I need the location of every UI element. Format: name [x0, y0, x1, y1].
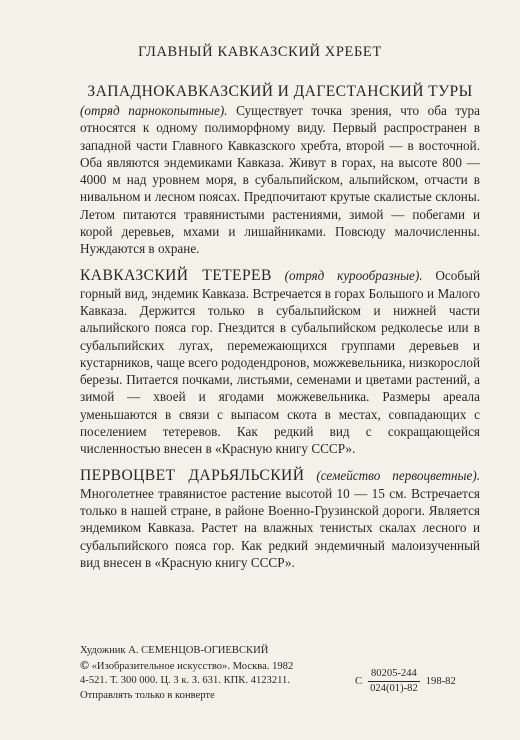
section-text: Особый горный вид, эндемик Кавказа. Встречается в горах Большого и Малого Кавказа. Держится только в субальпийском и нижней части альпийского пояса гор. Гнездится в субальпийском редколесье или в субальпийских лугах, перемежающихся группами деревьев и кустарников, чаще всего рододендронов, можжевельника, низкорослой березы. Питается почками, листьями, семенами и цветами растений, а зимой — хвоей и ягодами можжевельника. Размеры ареала уменьшаются в связи с выпасом скота в местах, совпадающих с поселением тетеревов. Как редкий вид с сокращающейся численностью внесен в «Красную книгу СССР».	[80, 267, 481, 457]
publisher-name: «Изобразительное искусство». Москва. 1982	[91, 661, 294, 673]
section-note: (отряд парнокопытные).	[80, 103, 228, 118]
section-note: (семейство первоцветные).	[316, 467, 481, 483]
section-body	[80, 466, 480, 571]
main-content	[80, 82, 480, 579]
code-denominator: 024(01)-82	[370, 683, 418, 694]
section-pervotsvet	[80, 466, 480, 571]
section-body	[80, 266, 480, 458]
section-note: (отряд курообразные).	[284, 267, 423, 283]
catalog-code	[355, 667, 456, 696]
section-heading: КАВКАЗСКИЙ ТЕТЕРЕВ	[80, 266, 272, 284]
code-suffix: 198-82	[425, 675, 456, 687]
mailing-note: Отправлять только в конверте	[80, 689, 215, 701]
section-heading: ПЕРВОЦВЕТ ДАРЬЯЛЬСКИЙ	[80, 466, 305, 484]
section-body	[80, 102, 480, 258]
copyright-icon: ©	[80, 658, 89, 673]
section-text: Многолетнее травянистое растение высотой 10 — 15 см. Встречается только в нашей стране, в районе Военно-Грузинской дороги. Является эндемиком Кавказа. Растет на влажных тенистых скалах лесного и субальпийского пояса гор. Как редкий эндемичный малоизученный вид внесен в «Красную книгу СССР».	[80, 485, 480, 570]
artist-credit: Художник А. СЕМЕНЦОВ-ОГИЕВСКИЙ	[80, 645, 269, 656]
code-prefix: С	[355, 675, 363, 687]
code-numerator: 80205-244	[368, 667, 420, 682]
page-title: ГЛАВНЫЙ КАВКАЗСКИЙ ХРЕБЕТ	[138, 44, 382, 60]
code-fraction	[368, 667, 420, 696]
section-heading: ЗАПАДНОКАВКАЗСКИЙ И ДАГЕСТАНСКИЙ ТУРЫ	[87, 83, 473, 100]
print-info: 4-521. Т. 300 000. Ц. 3 к. З. 631. КПК. 4123211.	[80, 675, 290, 687]
section-tury	[80, 82, 480, 258]
section-text: Существует точка зрения, что оба тура относятся к одному полиморфному виду. Первый распространен в западной части Главного Кавказского хребта, второй — в восточной. Оба являются эндемиками Кавказа. Живут в горах, на высоте 800 — 4000 м над уровнем моря, в субальпийском, альпийском, отчасти в нивальном и лесном поясах. Предпочитают крутые скалистые склоны. Летом питаются травянистыми растениями, зимой — побегами и корой деревьев, мхами и лишайниками. Повсюду малочисленны. Нуждаются в охране.	[80, 103, 480, 257]
section-teterev	[80, 266, 480, 458]
